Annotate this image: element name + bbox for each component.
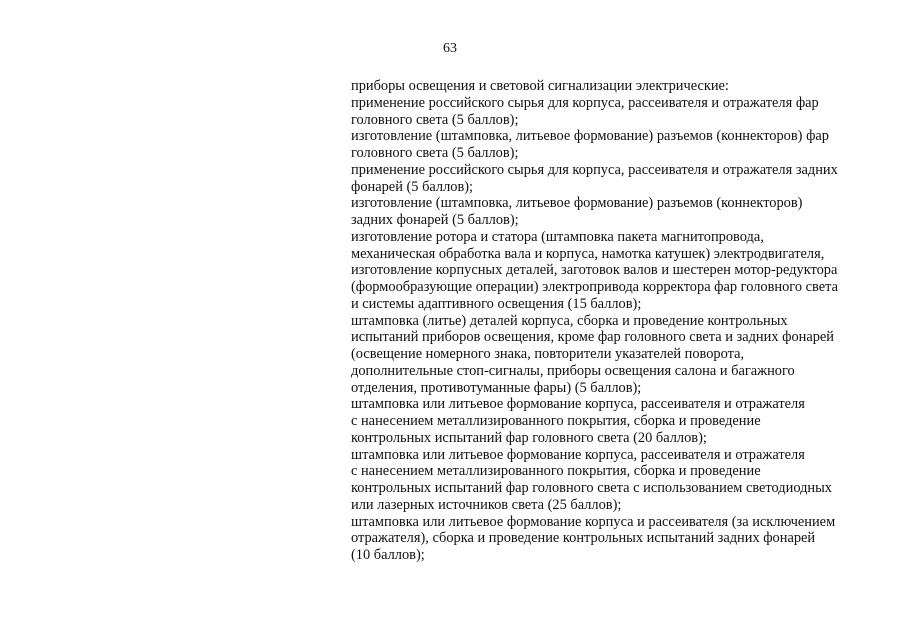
- text-line: испытаний приборов освещения, кроме фар головного света и задних фонарей: [351, 329, 835, 346]
- text-line: применение российского сырья для корпуса, рассеивателя и отражателя фар: [351, 94, 819, 111]
- text-line: изготовление (штамповка, литьевое формование) разъемов (коннекторов) фар: [351, 128, 829, 145]
- text-line: фонарей (5 баллов);: [351, 178, 474, 195]
- text-line: (формообразующие операции) электропривода корректора фар головного света: [351, 279, 838, 295]
- text-line: контрольных испытаний фар головного света (20 баллов);: [351, 429, 707, 446]
- text-line: изготовление корпусных деталей, заготовок валов и шестерен мотор-редуктора: [351, 262, 838, 279]
- text-line: приборы освещения и световой сигнализации электрические:: [351, 78, 729, 94]
- text-line: штамповка (литье) деталей корпуса, сборка и проведение контрольных: [351, 312, 788, 329]
- body-text: [351, 78, 891, 564]
- text-line: отделения, противотуманные фары) (5 баллов);: [351, 379, 642, 396]
- text-line: головного света (5 баллов);: [351, 111, 519, 128]
- text-line: или лазерных источников света (25 баллов);: [351, 496, 622, 513]
- text-line: дополнительные стоп-сигналы, приборы освещения салона и багажного: [351, 362, 795, 379]
- text-line: штамповка или литьевое формование корпуса, рассеивателя и отражателя: [351, 446, 805, 463]
- text-line: (10 баллов);: [351, 547, 425, 563]
- text-line: отражателя), сборка и проведение контрольных испытаний задних фонарей: [351, 530, 816, 547]
- text-line: с нанесением металлизированного покрытия, сборка и проведение: [351, 413, 761, 429]
- text-line: изготовление (штамповка, литьевое формование) разъемов (коннекторов): [351, 195, 803, 212]
- text-line: (освещение номерного знака, повторители указателей поворота,: [351, 346, 745, 362]
- text-line: механическая обработка вала и корпуса, намотка катушек) электродвигателя,: [351, 245, 825, 262]
- text-line: применение российского сырья для корпуса, рассеивателя и отражателя задних: [351, 161, 838, 178]
- page-number: 63: [443, 41, 457, 56]
- text-line: штамповка или литьевое формование корпуса, рассеивателя и отражателя: [351, 396, 805, 413]
- text-line: штамповка или литьевое формование корпуса и рассеивателя (за исключением: [351, 513, 836, 530]
- text-line: с нанесением металлизированного покрытия, сборка и проведение: [351, 463, 761, 480]
- text-line: изготовление ротора и статора (штамповка пакета магнитопровода,: [351, 228, 764, 245]
- text-line: головного света (5 баллов);: [351, 145, 519, 161]
- text-line: и системы адаптивного освещения (15 баллов);: [351, 295, 642, 312]
- text-line: контрольных испытаний фар головного света с использованием светодиодных: [351, 480, 832, 496]
- text-line: задних фонарей (5 баллов);: [351, 212, 519, 228]
